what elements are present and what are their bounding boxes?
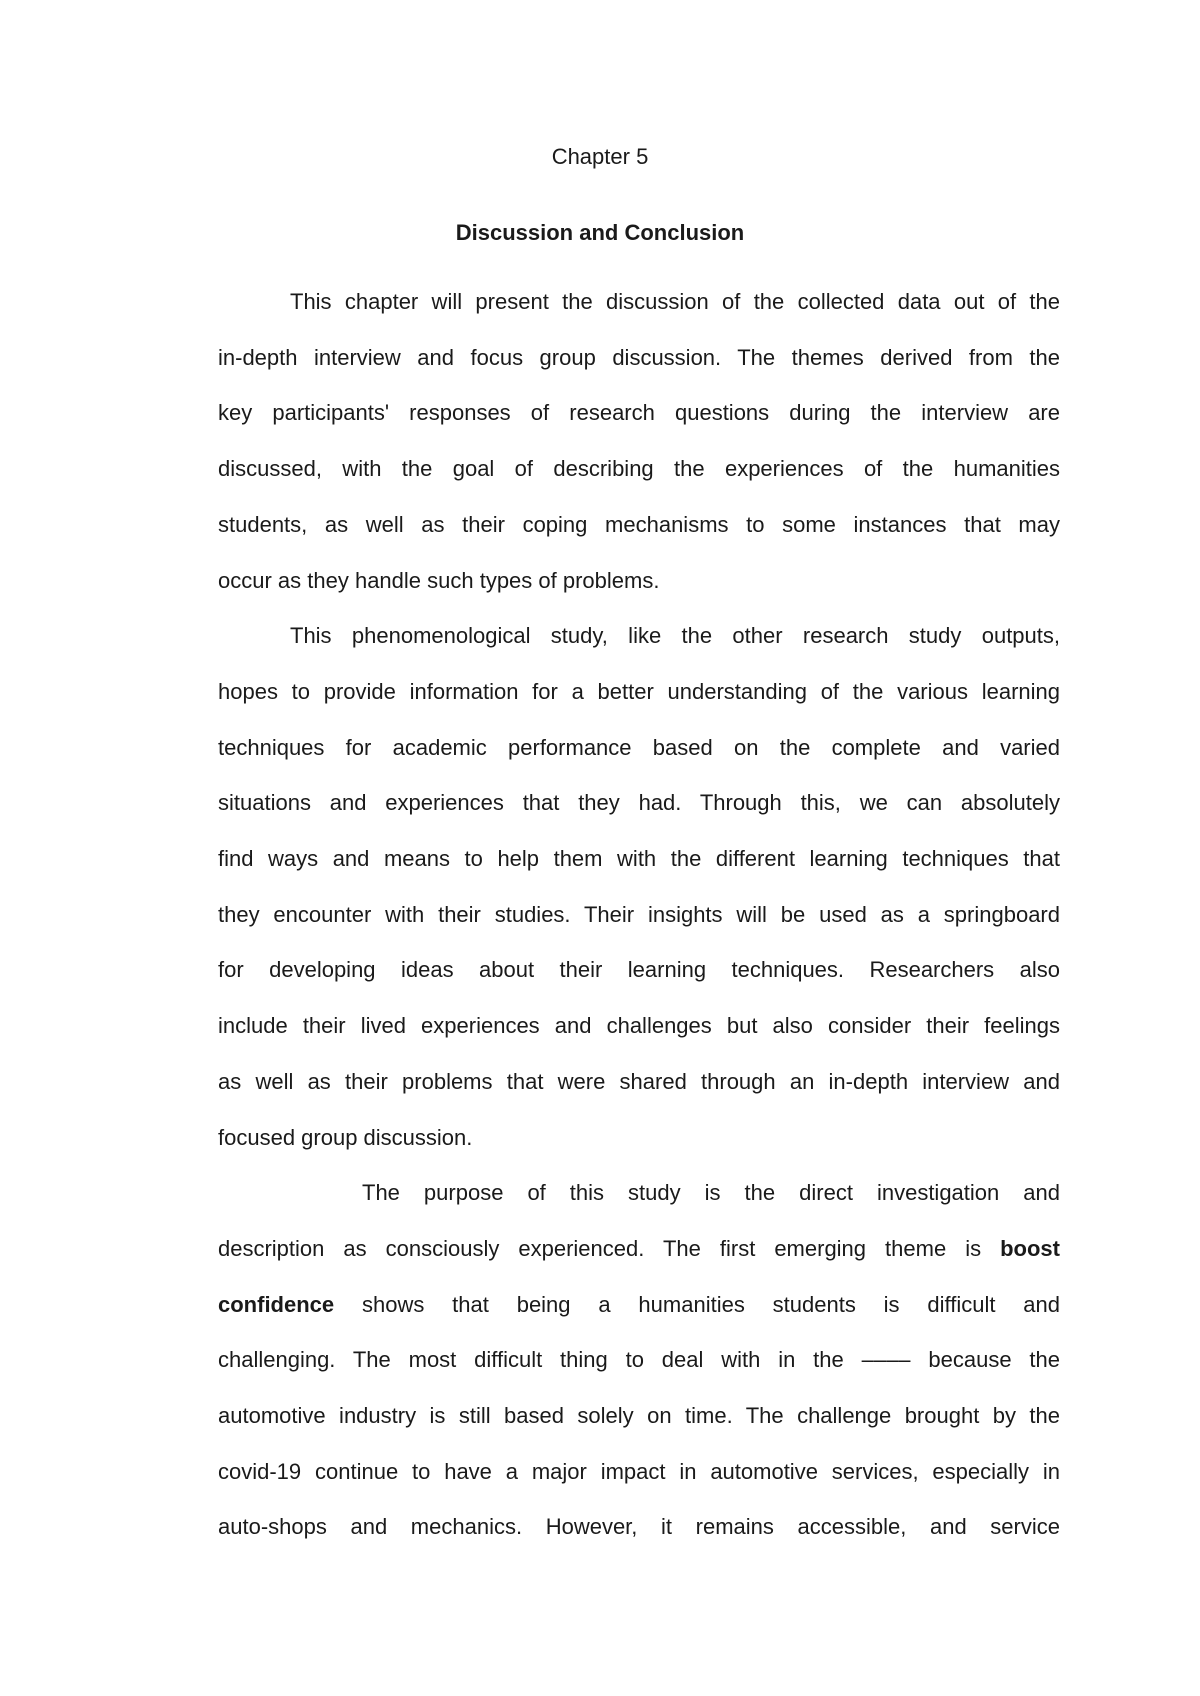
- text-line: key participants' responses of research questions during the interview are: [218, 400, 1060, 426]
- text-line: auto-shops and mechanics. However, it remains accessible, and service: [218, 1514, 1060, 1540]
- text-line: situations and experiences that they had. Through this, we can absolutely: [218, 790, 1060, 816]
- text-line: for developing ideas about their learning techniques. Researchers also: [218, 957, 1060, 983]
- text-segment: description as consciously experienced. The first emerging theme is: [218, 1235, 982, 1261]
- text-line: This phenomenological study, like the other research study outputs,: [290, 623, 1060, 649]
- text-line: covid-19 continue to have a major impact in automotive services, especially in: [218, 1458, 1060, 1484]
- text-line: challenging. The most difficult thing to deal with in the –––– because the: [218, 1347, 1060, 1373]
- text-line: they encounter with their studies. Their insights will be used as a springboard: [218, 901, 1060, 927]
- paragraph-2: [218, 608, 1060, 1165]
- text-line: focused group discussion.: [218, 1124, 473, 1150]
- text-line: techniques for academic performance based on the complete and varied: [218, 734, 1060, 760]
- text-line: discussed, with the goal of describing the experiences of the humanities: [218, 456, 1060, 482]
- body-text: [218, 274, 1060, 1555]
- text-line-with-bold: [218, 1277, 1060, 1333]
- text-line: This chapter will present the discussion of the collected data out of the: [290, 289, 1060, 314]
- text-line: occur as they handle such types of problems.: [218, 567, 660, 593]
- chapter-heading: Discussion and Conclusion: [455, 220, 745, 245]
- text-line: automotive industry is still based solely on time. The challenge brought by the: [218, 1403, 1060, 1429]
- text-line: The purpose of this study is the direct investigation and: [362, 1180, 1060, 1206]
- bold-term: confidence: [218, 1291, 335, 1317]
- text-line: find ways and means to help them with the different learning techniques that: [218, 846, 1060, 872]
- text-segment: shows that being a humanities students is difficult and: [361, 1291, 1060, 1317]
- text-line-with-bold: [218, 1221, 1060, 1277]
- text-line: include their lived experiences and challenges but also consider their feelings: [218, 1013, 1060, 1039]
- paragraph-3: [218, 1165, 1060, 1555]
- text-line: students, as well as their coping mechanisms to some instances that may: [218, 511, 1060, 537]
- chapter-label: Chapter 5: [551, 144, 649, 169]
- text-line: hopes to provide information for a better understanding of the various learning: [218, 678, 1060, 704]
- text-line: as well as their problems that were shared through an in-depth interview and: [218, 1068, 1060, 1094]
- paragraph-1: [218, 274, 1060, 608]
- text-line: in-depth interview and focus group discussion. The themes derived from the: [218, 344, 1060, 370]
- bold-term: boost: [1000, 1235, 1060, 1261]
